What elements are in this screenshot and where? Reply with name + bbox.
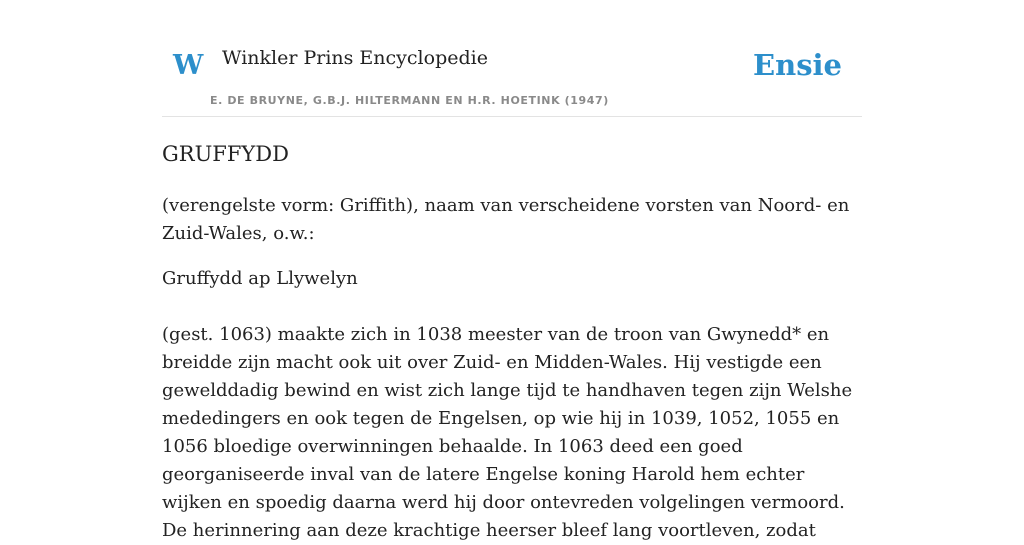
encyclopedia-logo[interactable]: W [173, 50, 204, 81]
article-intro: (verengelste vorm: Griffith), naam van verscheidene vorsten van Noord- en Zuid-Wales, o.w.: [162, 195, 850, 244]
publication-title[interactable]: Winkler Prins Encyclopedie [222, 47, 488, 69]
header [162, 0, 862, 117]
article-subheading: Gruffydd ap Llywelyn [162, 268, 358, 289]
article-title: GRUFFYDD [162, 142, 289, 166]
article-body: (gest. 1063) maakte zich in 1038 meester van de troon van Gwynedd* en breidde zijn macht ook uit over Zuid- en Midden-Wales. Hij vestigde een gewelddadig bewind en wist zich lange tijd te handhaven tegen zijn Welshe mededingers en ook tegen de Engelsen, op wie hij in 1039, 1052, 1055 en 1056 bloedige overwinningen behaalde. In 1063 deed een goed georganiseerde inval van de latere Engelse koning Harold hem echter wijken en spoedig daarna werd hij door ontevreden volgelingen vermoord. De herinnering aan deze krachtige heerser bleef lang voortleven, zodat [162, 324, 853, 541]
article [162, 139, 864, 545]
publication-authors: E. DE BRUYNE, G.B.J. HILTERMANN EN H.R. HOETINK (1947) [210, 94, 609, 107]
brand-logo[interactable]: Ensie [753, 48, 842, 82]
